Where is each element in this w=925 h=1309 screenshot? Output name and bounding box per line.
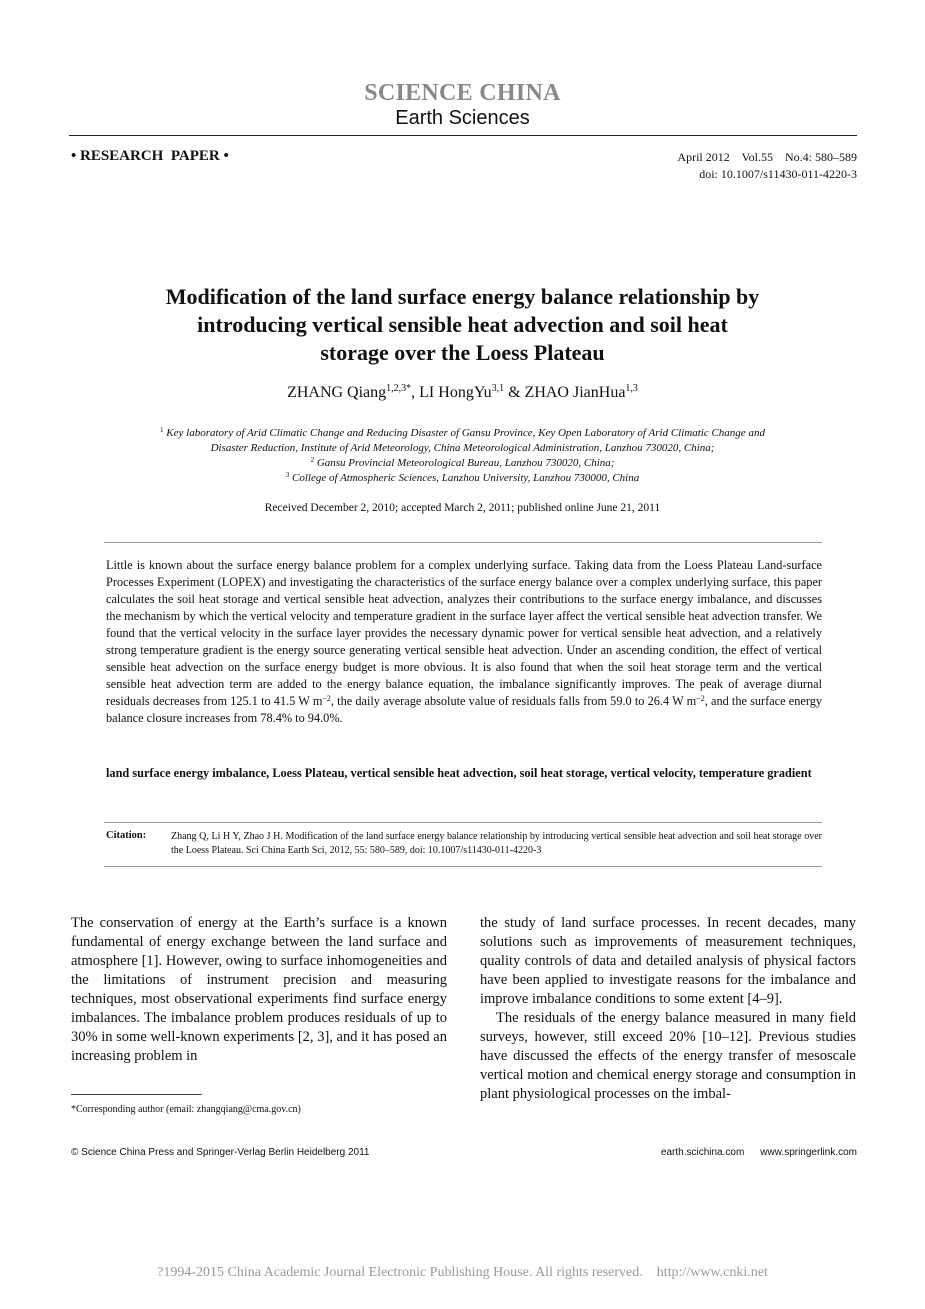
abstract-text: , and the surface energy balance closure increases from 78.4% to 94.0%. — [106, 694, 823, 725]
copyright-notice: © Science China Press and Springer-Verlag Berlin Heidelberg 2011 — [71, 1147, 370, 1158]
cnki-rights-text: ?1994-2015 China Academic Journal Electronic Publishing House. All rights reserved. — [157, 1265, 643, 1280]
affiliation-text: Gansu Provincial Meteorological Bureau, Lanzhou 730020, China; — [316, 457, 615, 469]
unit-exponent: −2 — [696, 694, 705, 703]
affiliation-1 — [100, 426, 825, 441]
affiliation-text: College of Atmospheric Sciences, Lanzhou University, Lanzhou 730000, China — [292, 472, 640, 484]
journal-site-link[interactable]: earth.scichina.com — [660, 1147, 745, 1158]
affiliation-2 — [100, 456, 825, 471]
affiliation-number: 1 — [160, 426, 164, 434]
article-type: • RESEARCH PAPER • — [71, 148, 229, 164]
citation-label: Citation: — [106, 830, 147, 841]
affiliation-number: 2 — [310, 456, 315, 464]
abstract-text: Little is known about the surface energy balance problem for a complex underlying surface. Taking data from the Loess Plateau Land-surface Processes Experiment (LOPEX) and investigating the characteristics of the surface energy balance over a complex underlying surface, this paper calculates the soil heat storage and vertical sensible heat advection, analyzes their contributions to the surface energy imbalance, and discusses the mechanism by which the vertical velocity and temperature gradient in the surface layer affect the vertical sensible heat advection transfer. We found that the vertical velocity in the surface layer provides the necessary dynamic power for vertical sensible heat advection, and a relatively strong temperature gradient is the energy source generating vertical sensible heat advection. Under an ascending condition, the effect of vertical sensible heat advection on the surface energy budget is more obvious. It is also found that when the soil heat storage term and the vertical sensible heat advection term are added to the energy balance equation, the imbalance significantly improves. The peak of average diurnal residuals decreases from 125.1 to 41.5 W m — [106, 558, 822, 708]
title-line: introducing vertical sensible heat advection and soil heat — [197, 312, 728, 337]
citation-rule — [104, 866, 822, 867]
author-affiliation-mark: 3,1 — [491, 383, 505, 394]
body-paragraph: the study of land surface processes. In recent decades, many solutions such as improvements of measurement techniques, quality controls of data and detailed analysis of physical factors have been applied to investigate reasons for the imbalance and improve imbalance conditions to some extent [4–9]. — [480, 915, 856, 1007]
citation-text: Zhang Q, Li H Y, Zhao J H. Modification of the land surface energy balance relationship by introducing vertical sensible heat advection and soil heat storage over the Loess Plateau. Sci China Earth Sci, 2012, 55: 580–589, doi: 10.1007/s11430-011-4220-3 — [171, 831, 822, 856]
author-separator: & — [504, 384, 525, 401]
keywords: land surface energy imbalance, Loess Plateau, vertical sensible heat advection, soil heat storage, vertical velocity, temperature gradient — [106, 766, 812, 780]
body-column-right — [480, 914, 856, 1104]
affiliation-text: Key laboratory of Arid Climatic Change and Reducing Disaster of Gansu Province, Key Open Laboratory of Arid Climatic Change and — [166, 427, 765, 439]
abstract-text: , the daily average absolute value of residuals falls from 59.0 to 26.4 W m — [330, 694, 697, 708]
body-paragraph: The conservation of energy at the Earth’s surface is a known fundamental of energy exchange between the land surface and atmosphere [1]. However, owing to surface inhomogeneities and the limitations of instrument precision and measuring techniques, most observational experiments find surface energy imbalances. The imbalance problem produces residuals of up to 30% in some well-known experiments [2, 3], and it has posed an increasing problem in — [71, 915, 447, 1064]
paper-title — [100, 283, 825, 367]
author-list — [0, 384, 925, 402]
cnki-watermark — [0, 1265, 925, 1281]
footnote-rule — [71, 1094, 202, 1095]
author-name: ZHAO JianHua — [524, 384, 626, 401]
springer-site-link[interactable]: www.springerlink.com — [760, 1147, 857, 1158]
author-affiliation-mark: 1,3 — [625, 383, 638, 394]
abstract — [106, 557, 822, 727]
corresponding-author-footnote: *Corresponding author (email: zhangqiang@cma.gov.cn) — [71, 1104, 301, 1115]
journal-name: SCIENCE CHINA — [364, 80, 561, 106]
header-rule — [69, 135, 857, 136]
affiliations — [100, 426, 825, 486]
title-line: Modification of the land surface energy balance relationship by — [165, 284, 760, 309]
issue-info: April 2012 Vol.55 No.4: 580–589 — [677, 150, 857, 164]
author-name: LI HongYu — [419, 384, 492, 401]
citation-rule — [104, 822, 822, 823]
body-paragraph: The residuals of the energy balance measured in many field surveys, however, still exceed 20% [10–12]. Previous studies have discussed the effects of the energy transfer of mesoscale vertical motion and chemical energy storage and consumption in plant physiological processes on the imbal- — [480, 1010, 856, 1102]
site-links — [661, 1147, 857, 1158]
affiliation-number: 3 — [285, 471, 290, 479]
author-name: ZHANG Qiang — [287, 384, 387, 401]
received-dates: Received December 2, 2010; accepted March 2, 2011; published online June 21, 2011 — [264, 502, 661, 514]
cnki-url[interactable]: http://www.cnki.net — [656, 1265, 768, 1280]
affiliation-1-cont: Disaster Reduction, Institute of Arid Meteorology, China Meteorological Administration, Lanzhou 730020, China; — [210, 442, 715, 454]
journal-section: Earth Sciences — [395, 107, 530, 129]
unit-exponent: −2 — [322, 694, 331, 703]
author-affiliation-mark: 1,2,3* — [386, 383, 412, 394]
author-separator: , — [411, 384, 420, 401]
doi: doi: 10.1007/s11430-011-4220-3 — [699, 167, 857, 181]
body-column-left — [71, 914, 447, 1066]
affiliation-3 — [100, 471, 825, 486]
title-line: storage over the Loess Plateau — [320, 340, 605, 365]
abstract-rule — [104, 542, 822, 543]
